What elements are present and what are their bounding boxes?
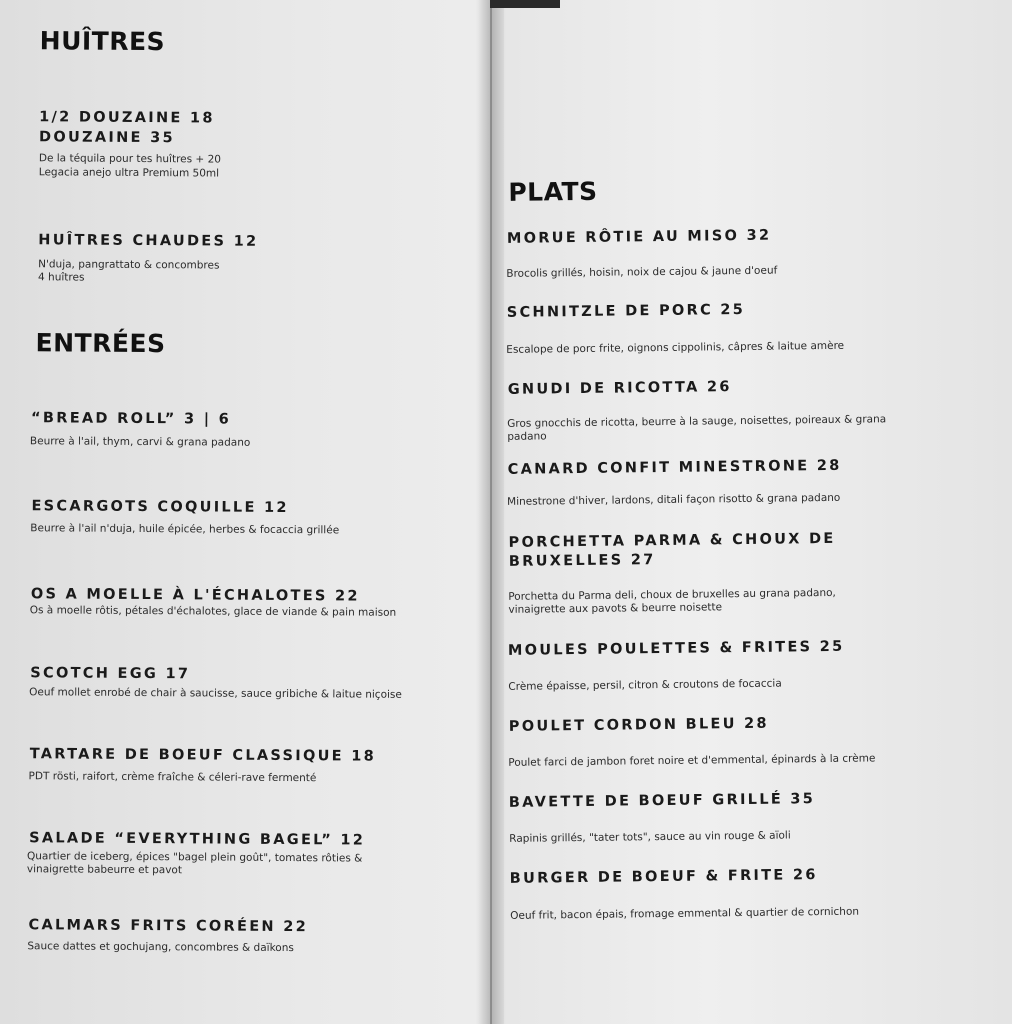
right-page (494, 0, 1012, 1024)
dish-huitres-chaudes: HUÎTRES CHAUDES 12 (38, 232, 259, 250)
dish-os-a-moelle: OS A MOELLE À L'ÉCHALOTES 22 (30, 586, 360, 605)
tequila-note-line1: De la téquila pour tes huîtres + 20 (38, 152, 221, 166)
dish-cordon-bleu: POULET CORDON BLEU 28 (508, 715, 769, 735)
dish-calmars-desc: Sauce dattes et gochujang, concombres & daïkons (27, 940, 294, 955)
section-title-huitres: HUÎTRES (39, 26, 166, 57)
dish-salade-bagel-desc-line1: Quartier de iceberg, épices "bagel plein goût", tomates rôties & (26, 850, 363, 865)
dish-cordon-bleu-desc: Poulet farci de jambon foret noire et d'emmental, épinards à la crème (508, 752, 876, 769)
dish-tartare-desc: PDT rösti, raifort, crème fraîche & céleri-rave fermenté (28, 770, 317, 785)
dish-moules: MOULES POULETTES & FRITES 25 (507, 638, 845, 659)
dish-tartare: TARTARE DE BOEUF CLASSIQUE 18 (29, 746, 377, 765)
dish-scotch-egg-desc: Oeuf mollet enrobé de chair à saucisse, sauce gribiche & laitue niçoise (29, 686, 402, 701)
dish-schnitzle: SCHNITZLE DE PORC 25 (506, 301, 746, 321)
dish-huitres-chaudes-desc-line2: 4 huîtres (38, 271, 85, 284)
dish-dozen: DOUZAINE 35 (38, 129, 175, 147)
dish-porchetta-desc-line1: Porchetta du Parma deli, choux de bruxelles au grana padano, (508, 586, 836, 603)
dish-porchetta-line1: PORCHETTA PARMA & CHOUX DE (508, 530, 836, 551)
dish-gnudi-desc-line1: Gros gnocchis de ricotta, beurre à la sauge, noisettes, poireaux & grana (507, 413, 887, 430)
dish-os-a-moelle-desc: Os à moelle rôtis, pétales d'échalotes, glace de viande & pain maison (29, 604, 397, 619)
dish-huitres-chaudes-desc-line1: N'duja, pangrattato & concombres (38, 258, 220, 272)
dish-scotch-egg: SCOTCH EGG 17 (30, 665, 191, 683)
dish-porchetta-line2: BRUXELLES 27 (508, 552, 656, 570)
dish-bread-roll: “BREAD ROLL” 3 | 6 (31, 410, 232, 428)
dish-canard-desc: Minestrone d'hiver, lardons, ditali façon risotto & grana padano (507, 491, 841, 508)
dish-half-dozen: 1/2 DOUZAINE 18 (39, 109, 215, 127)
book-spine (490, 0, 492, 1024)
dish-porchetta-desc-line2: vinaigrette aux pavots & beurre noisette (508, 601, 723, 616)
dish-canard: CANARD CONFIT MINESTRONE 28 (507, 457, 842, 478)
dish-morue: MORUE RÔTIE AU MISO 32 (506, 227, 772, 247)
dish-bavette-desc: Rapinis grillés, "tater tots", sauce au vin rouge & aïoli (509, 829, 791, 845)
dish-burger-desc: Oeuf frit, bacon épais, fromage emmental & quartier de cornichon (510, 905, 860, 922)
dish-escargots-desc: Beurre à l'ail n'duja, huile épicée, herbes & focaccia grillée (30, 522, 340, 537)
section-title-entrees: ENTRÉES (35, 328, 166, 359)
dish-bavette: BAVETTE DE BOEUF GRILLÉ 35 (508, 791, 816, 811)
left-page (0, 0, 488, 1024)
dish-salade-bagel-desc-line2: vinaigrette babeurre et pavot (26, 863, 183, 877)
dish-calmars: CALMARS FRITS CORÉEN 22 (28, 917, 309, 936)
dish-salade-bagel: SALADE “EVERYTHING BAGEL” 12 (29, 830, 366, 849)
dish-schnitzle-desc: Escalope de porc frite, oignons cippolinis, câpres & laitue amère (506, 339, 845, 356)
dish-gnudi-desc-line2: padano (507, 430, 547, 443)
dish-burger: BURGER DE BOEUF & FRITE 26 (509, 867, 818, 887)
dish-moules-desc: Crème épaisse, persil, citron & croutons de focaccia (508, 677, 782, 693)
dish-gnudi: GNUDI DE RICOTTA 26 (507, 379, 732, 398)
tequila-note-line2: Legacia anejo ultra Premium 50ml (38, 166, 220, 180)
dish-morue-desc: Brocolis grillés, hoisin, noix de cajou & jaune d'oeuf (506, 264, 778, 280)
section-title-plats: PLATS (508, 176, 598, 207)
dish-escargots: ESCARGOTS COQUILLE 12 (31, 498, 289, 517)
dish-bread-roll-desc: Beurre à l'ail, thym, carvi & grana padano (29, 435, 251, 449)
